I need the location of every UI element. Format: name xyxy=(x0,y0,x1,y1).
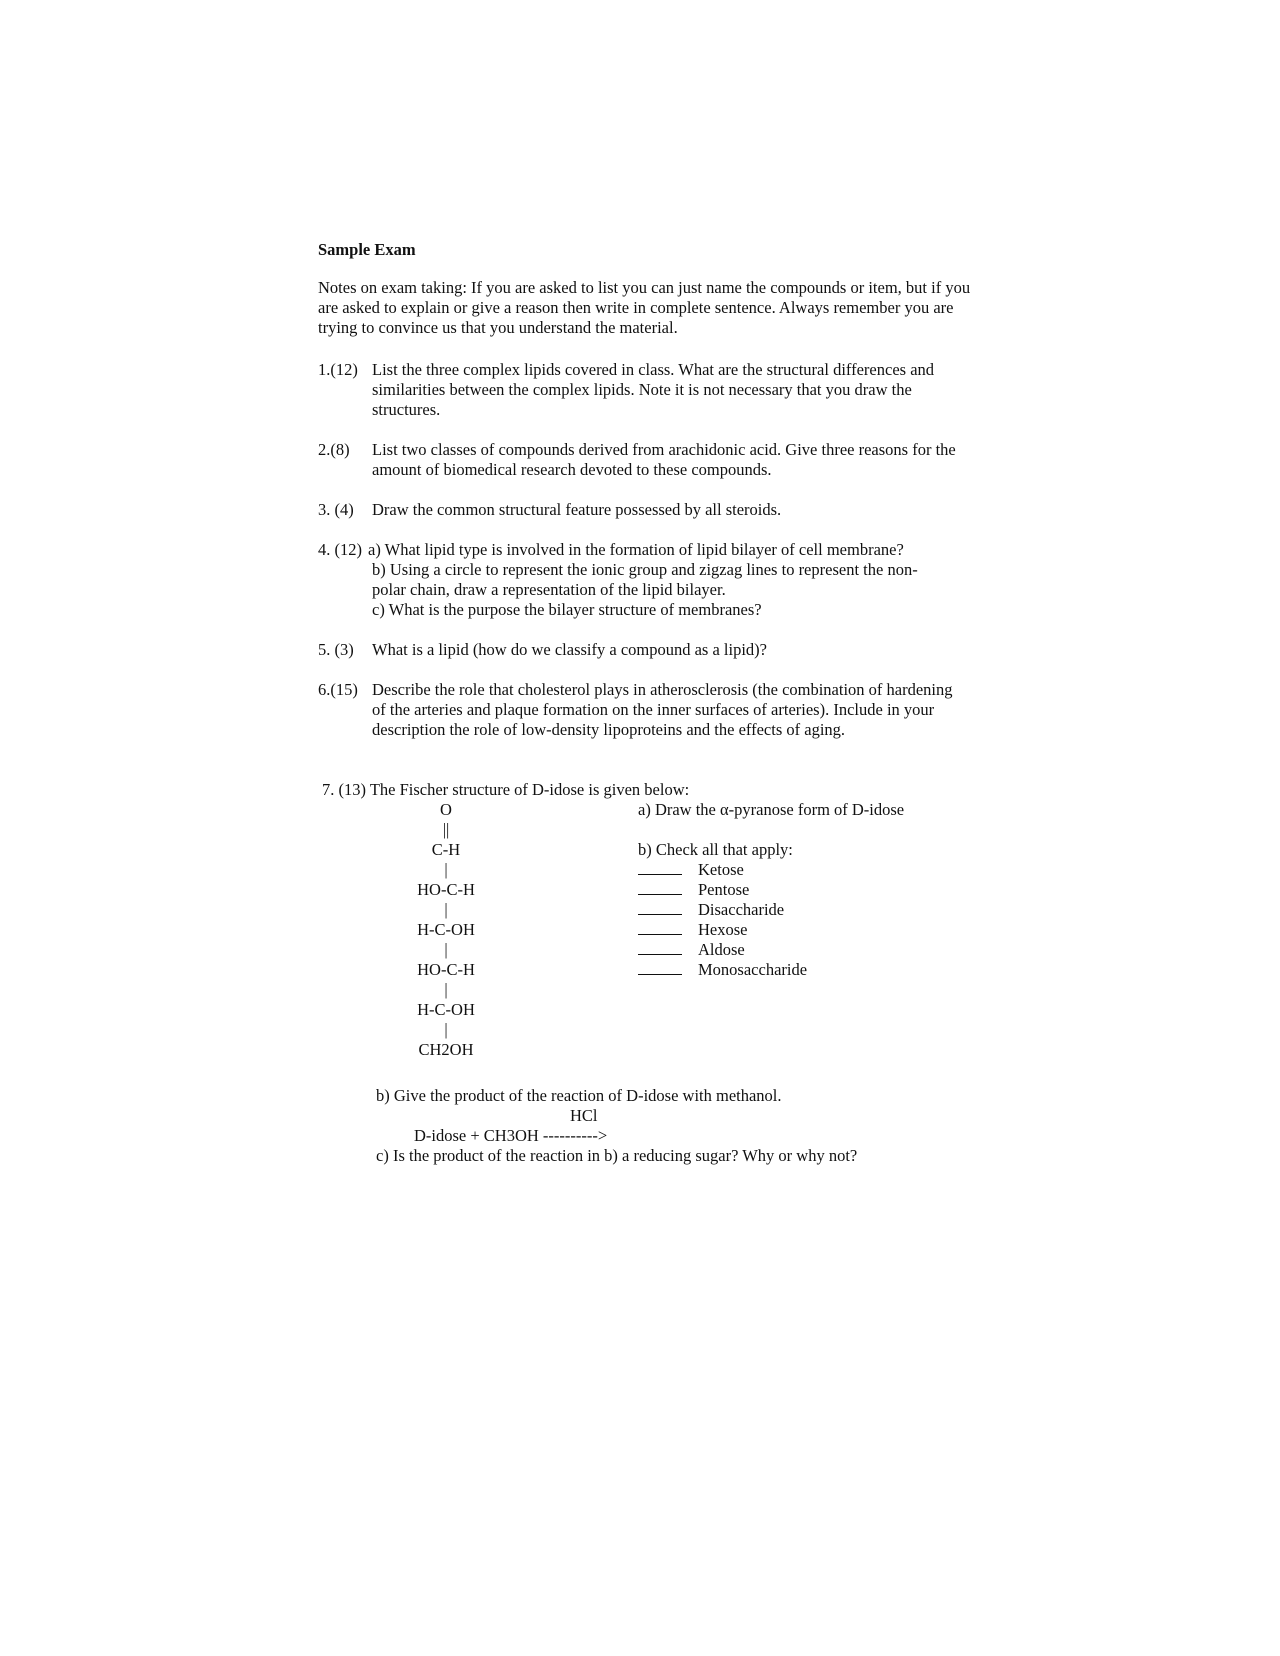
fischer-line: HO-C-H xyxy=(417,960,475,979)
check-blank[interactable] xyxy=(638,874,682,875)
question-3-number: 3. (4) xyxy=(318,500,354,519)
question-4-part-b: b) Using a circle to represent the ionic group and zigzag lines to represent the non-polar chain, draw a representation of the lipid bilayer. xyxy=(372,560,918,599)
question-7-part-b-label: b) Check all that apply: xyxy=(638,840,793,859)
question-4-number: 4. (12) xyxy=(318,540,362,559)
fischer-line: | xyxy=(444,940,448,959)
checklist-item[interactable] xyxy=(638,940,807,960)
check-blank[interactable] xyxy=(638,954,682,955)
fischer-line: | xyxy=(444,1020,448,1039)
question-4-part-a: a) What lipid type is involved in the formation of lipid bilayer of cell membrane? xyxy=(368,540,904,559)
question-2-text: List two classes of compounds derived from arachidonic acid. Give three reasons for the amount of biomedical research devoted to these compounds. xyxy=(372,440,956,479)
question-6-text: Describe the role that cholesterol plays in atherosclerosis (the combination of hardening of the arteries and plaque formation on the inner surfaces of arteries). Include in your description the role of low-density lipoproteins and the effects of aging. xyxy=(372,680,953,739)
checklist-item[interactable] xyxy=(638,920,807,940)
checklist xyxy=(638,860,807,980)
checklist-label: Hexose xyxy=(698,920,748,939)
question-5-number: 5. (3) xyxy=(318,640,354,659)
check-blank[interactable] xyxy=(638,974,682,975)
checklist-label: Monosaccharide xyxy=(698,960,808,979)
checklist-label: Aldose xyxy=(698,940,745,959)
exam-title: Sample Exam xyxy=(318,240,416,259)
check-blank[interactable] xyxy=(638,934,682,935)
question-1-text: List the three complex lipids covered in class. What are the structural differences and similarities between the complex lipids. Note it is not necessary that you draw the structures. xyxy=(372,360,935,419)
question-7-header: 7. (13) The Fischer structure of D-idose is given below: xyxy=(322,780,690,799)
question-5-text: What is a lipid (how do we classify a compound as a lipid)? xyxy=(372,640,767,659)
exam-notes: Notes on exam taking: If you are asked to list you can just name the compounds or item, but if you are asked to explain or give a reason then write in complete sentence. Always remember you are trying to convince us that you understand the material. xyxy=(318,278,971,337)
question-1-number: 1.(12) xyxy=(318,360,358,379)
checklist-item[interactable] xyxy=(638,960,807,980)
check-blank[interactable] xyxy=(638,894,682,895)
fischer-line: || xyxy=(442,820,450,839)
reaction-equation: D-idose + CH3OH ----------> xyxy=(414,1126,608,1145)
fischer-line: | xyxy=(444,980,448,999)
fischer-line: | xyxy=(444,860,448,879)
fischer-line: C-H xyxy=(431,840,461,859)
fischer-line: H-C-OH xyxy=(417,920,475,939)
reaction-catalyst: HCl xyxy=(570,1106,598,1125)
fischer-structure xyxy=(396,800,496,1060)
fischer-line: | xyxy=(444,900,448,919)
checklist-item[interactable] xyxy=(638,880,807,900)
checklist-label: Disaccharide xyxy=(698,900,785,919)
checklist-item[interactable] xyxy=(638,900,807,920)
question-2-number: 2.(8) xyxy=(318,440,350,459)
fischer-line: CH2OH xyxy=(418,1040,474,1059)
question-7-part-c: c) Is the product of the reaction in b) a reducing sugar? Why or why not? xyxy=(376,1146,858,1165)
checklist-item[interactable] xyxy=(638,860,807,880)
check-blank[interactable] xyxy=(638,914,682,915)
question-7-part-b2: b) Give the product of the reaction of D-idose with methanol. xyxy=(376,1086,782,1105)
fischer-line: H-C-OH xyxy=(417,1000,475,1019)
question-4-part-c: c) What is the purpose the bilayer structure of membranes? xyxy=(372,600,762,619)
checklist-label: Ketose xyxy=(698,860,744,879)
fischer-line: O xyxy=(440,800,452,819)
fischer-line: HO-C-H xyxy=(417,880,475,899)
question-3-text: Draw the common structural feature possessed by all steroids. xyxy=(372,500,782,519)
question-6-number: 6.(15) xyxy=(318,680,358,699)
question-7-part-a: a) Draw the α-pyranose form of D-idose xyxy=(638,800,905,819)
checklist-label: Pentose xyxy=(698,880,750,899)
